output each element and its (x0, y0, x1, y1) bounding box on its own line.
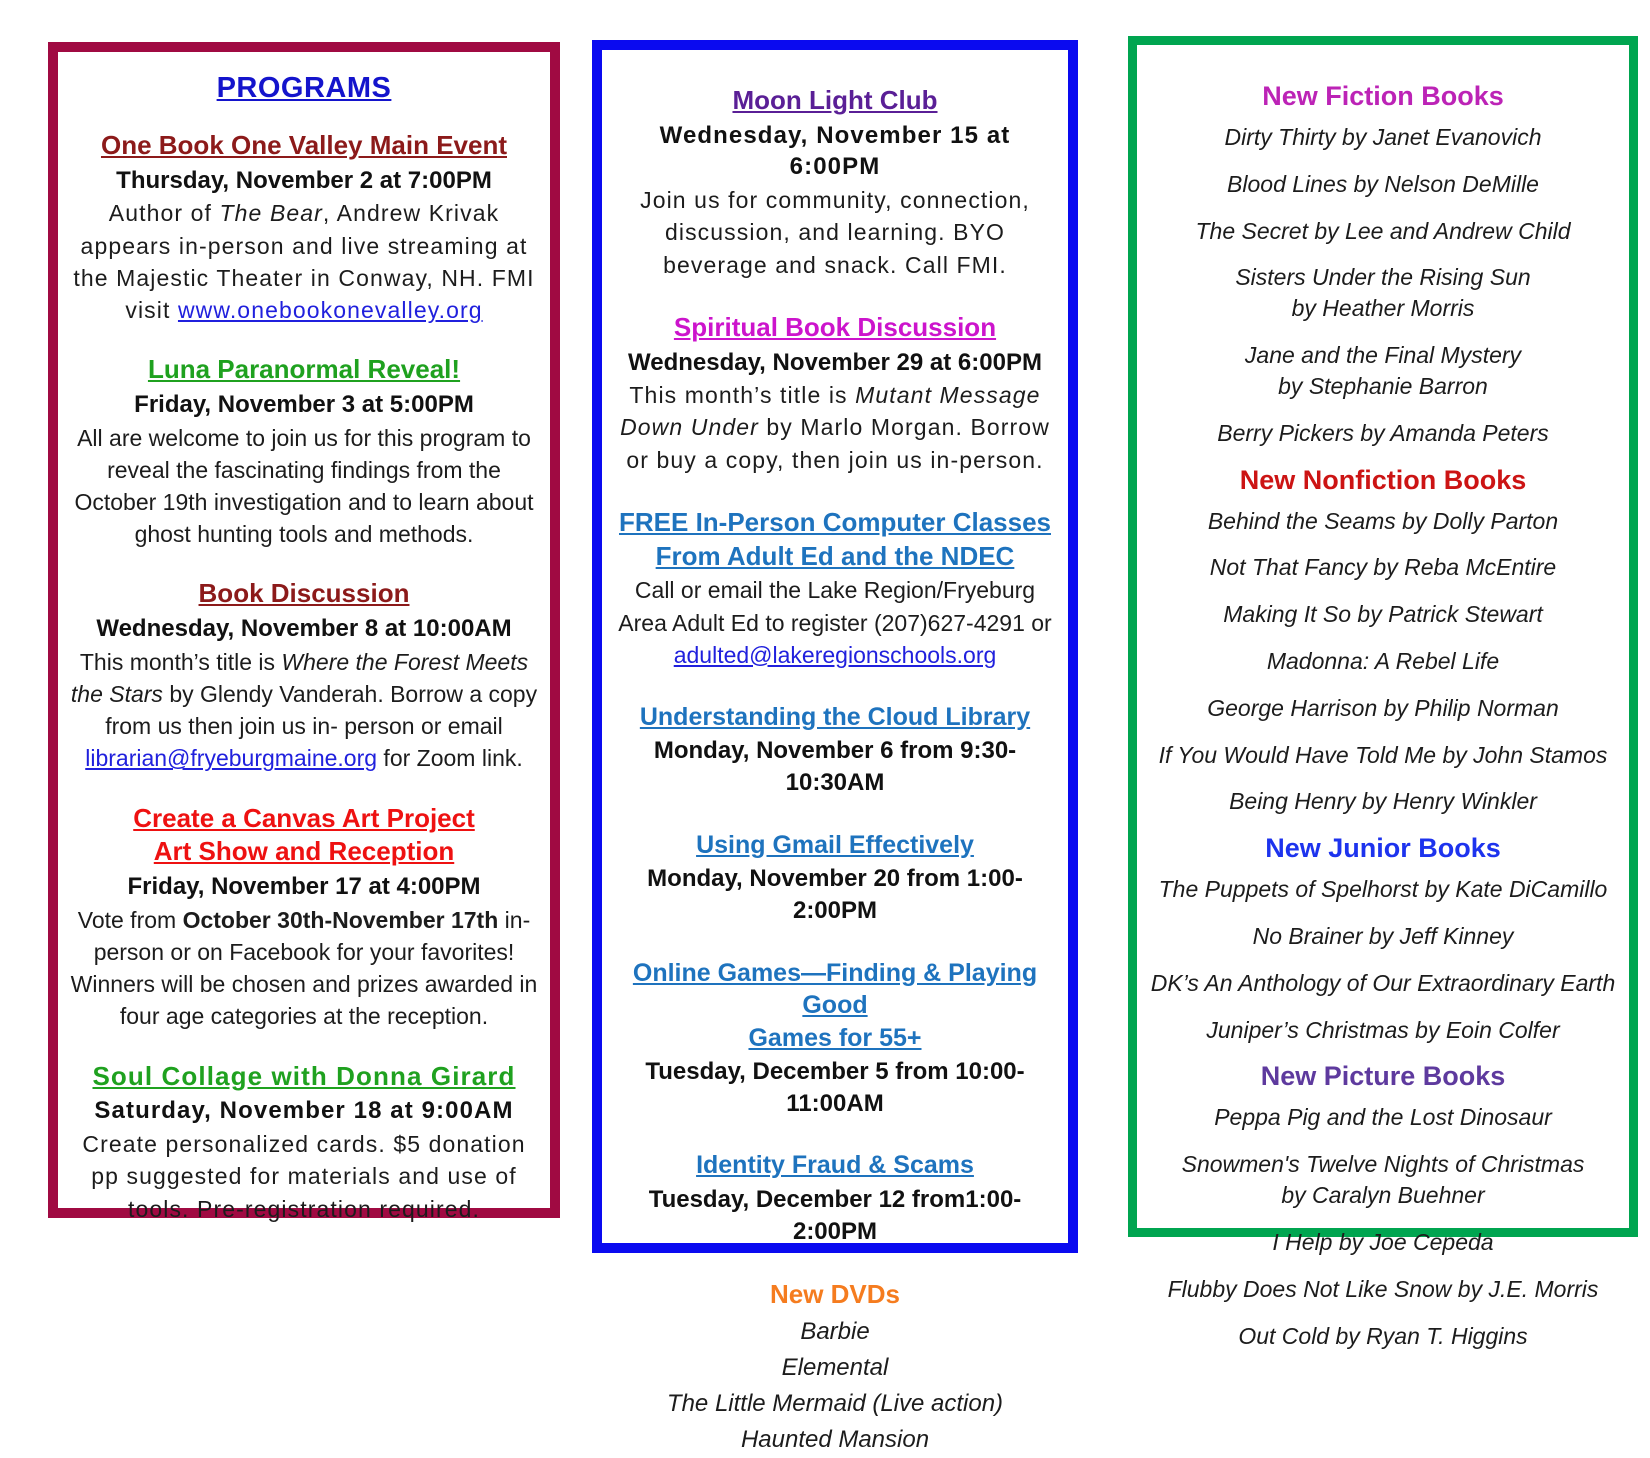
book-author-line: by Stephanie Barron (1278, 372, 1488, 399)
heading-line: From Adult Ed and the NDEC (655, 540, 1015, 571)
book-item (1141, 340, 1625, 402)
heading-line: FREE In-Person Computer Classes (619, 506, 1051, 537)
class-date: Monday, November 6 from 9:30-10:30AM (653, 737, 1017, 797)
description-text: for Zoom link. (377, 745, 523, 772)
event-date: Friday, November 3 at 5:00PM (134, 391, 474, 419)
event-heading (70, 802, 538, 870)
book-author-line: by Caralyn Buehner (1281, 1182, 1485, 1209)
event-date: Wednesday, November 15 at 6:00PM (659, 121, 1011, 181)
book-item: The Secret by Lee and Andrew Child (1195, 217, 1571, 244)
book-item: Out Cold by Ryan T. Higgins (1238, 1322, 1528, 1349)
book-item: Being Henry by Henry Winkler (1229, 788, 1537, 815)
book-title-line: Sisters Under the Rising Sun (1235, 264, 1531, 291)
book-title-line: Jane and the Final Mystery (1244, 342, 1522, 369)
new-dvds-heading: New DVDs (769, 1279, 901, 1310)
class-title: Identity Fraud & Scams (696, 1151, 974, 1180)
description-text: , Andrew Krivak appears in-person and live streaming at the Majestic Theater in Conway, NH. FMI visit (73, 200, 535, 324)
class-identity-fraud (612, 1149, 1058, 1247)
event-date: Wednesday, November 29 at 6:00PM (628, 348, 1042, 376)
event-canvas-art-project (70, 802, 538, 1033)
event-heading: Spiritual Book Discussion (673, 311, 997, 342)
book-author-line: by Heather Morris (1291, 295, 1475, 322)
book-item: George Harrison by Philip Norman (1207, 694, 1559, 721)
programs-title: PROGRAMS (216, 72, 392, 104)
event-heading: One Book One Valley Main Event (100, 130, 507, 160)
librarian-email-link[interactable]: librarian@fryeburgmaine.org (85, 745, 378, 772)
event-one-book-one-valley (70, 129, 538, 326)
heading-line: Games for 55+ (748, 1023, 922, 1052)
class-gmail (612, 829, 1058, 927)
category-new-fiction (1141, 81, 1625, 449)
date-range-bold: October 30th-November 17th (182, 906, 499, 933)
event-description (612, 574, 1058, 671)
class-date: Tuesday, December 12 from1:00-2:00PM (648, 1185, 1022, 1245)
event-moon-light-club (612, 84, 1058, 281)
book-item (1141, 262, 1625, 324)
description-text: Vote from (77, 906, 183, 933)
description-text: Call or email the Lake Region/Fryeburg Area Adult Ed to register (207)627-4291 or (618, 577, 1052, 636)
book-list (1141, 874, 1625, 1045)
event-description (612, 379, 1058, 476)
event-date: Thursday, November 2 at 7:00PM (116, 166, 492, 194)
event-book-discussion (70, 577, 538, 774)
class-title: Using Gmail Effectively (696, 830, 974, 859)
book-item: Not That Fancy by Reba McEntire (1209, 554, 1557, 581)
event-description (70, 904, 538, 1033)
programs-column (48, 42, 560, 1222)
book-title-line: Snowmen's Twelve Nights of Christmas (1181, 1151, 1585, 1178)
heading-line: Online Games—Finding & Playing Good (632, 958, 1038, 1020)
event-computer-classes (612, 506, 1058, 671)
book-item: Dirty Thirty by Janet Evanovich (1224, 124, 1542, 150)
class-cloud-library (612, 701, 1058, 799)
dvd-item: Elemental (781, 1354, 889, 1382)
event-date: Saturday, November 18 at 9:00AM (94, 1097, 514, 1125)
book-item: Behind the Seams by Dolly Parton (1207, 507, 1559, 534)
class-date: Tuesday, December 5 from 10:00-11:00AM (645, 1058, 1025, 1117)
event-heading: Moon Light Club (732, 85, 938, 115)
description-text: Author of (108, 200, 220, 227)
event-spiritual-book-discussion (612, 311, 1058, 476)
description-text: by Marlo Morgan. Borrow or buy a copy, then join us in-person. (626, 414, 1050, 473)
category-heading: New Junior Books (1265, 833, 1501, 864)
book-title-italic: The Bear (219, 200, 323, 227)
heading-line: Create a Canvas Art Project (133, 802, 475, 833)
book-item: The Puppets of Spelhorst by Kate DiCamillo (1158, 876, 1608, 903)
book-item: Madonna: A Rebel Life (1266, 647, 1500, 674)
book-item: No Brainer by Jeff Kinney (1252, 923, 1514, 949)
description-text: in-person or on Facebook for your favorites! Winners will be chosen and prizes awarded in four age categories at the reception. (70, 906, 538, 1030)
event-description (70, 197, 538, 326)
event-heading: Book Discussion (198, 578, 410, 609)
description-text: This month’s title is (629, 382, 856, 409)
category-heading: New Picture Books (1260, 1061, 1506, 1092)
event-date: Wednesday, November 8 at 10:00AM (96, 615, 512, 643)
category-heading: New Fiction Books (1262, 81, 1504, 111)
event-date: Friday, November 17 at 4:00PM (127, 873, 481, 901)
event-heading: Soul Collage with Donna Girard (92, 1060, 516, 1091)
event-description (70, 646, 538, 775)
class-date: Monday, November 20 from 1:00-2:00PM (647, 865, 1023, 924)
class-title (612, 957, 1058, 1055)
description-text: This month’s title is (79, 648, 282, 675)
event-description: Join us for community, connection, discussion, and learning. BYO beverage and snack. Call FMI. (640, 187, 1030, 278)
clubs-classes-column (592, 40, 1078, 1454)
book-item: Juniper’s Christmas by Eoin Colfer (1206, 1016, 1560, 1043)
category-new-nonfiction (1141, 465, 1625, 818)
book-list (1141, 1102, 1625, 1351)
new-dvds-section (612, 1279, 1058, 1458)
book-item: I Help by Joe Cepeda (1272, 1228, 1494, 1255)
event-description: All are welcome to join us for this program to reveal the fascinating findings from the October 19th investigation and to learn about ghost hunting tools and methods. (74, 424, 534, 548)
event-soul-collage (70, 1060, 538, 1225)
dvd-item: Barbie (800, 1318, 870, 1346)
description-text: by Glendy Vanderah. Borrow a copy from us then join us in- person or email (105, 681, 538, 740)
book-item (1141, 1149, 1625, 1211)
event-heading: Luna Paranormal Reveal! (147, 354, 461, 385)
adulted-email-link[interactable]: adulted@lakeregionschools.org (673, 641, 997, 668)
book-item: Making It So by Patrick Stewart (1223, 601, 1543, 628)
onebookonevalley-link[interactable]: www.onebookonevalley.org (177, 297, 483, 324)
book-item: Blood Lines by Nelson DeMille (1227, 170, 1539, 197)
class-title: Understanding the Cloud Library (639, 702, 1031, 731)
book-item: Berry Pickers by Amanda Peters (1217, 419, 1549, 446)
class-online-games (612, 957, 1058, 1120)
dvd-item: The Little Mermaid (Live action) (666, 1390, 1004, 1418)
category-heading: New Nonfiction Books (1239, 464, 1527, 495)
dvd-item: Haunted Mansion (740, 1426, 930, 1454)
book-list (1141, 506, 1625, 818)
book-item: DK’s An Anthology of Our Extraordinary Earth (1150, 969, 1616, 996)
book-item: Peppa Pig and the Lost Dinosaur (1214, 1104, 1552, 1131)
book-title-italic: Mutant Message Down Under (620, 382, 1041, 441)
category-new-junior (1141, 833, 1625, 1045)
heading-line: Art Show and Reception (153, 836, 455, 867)
book-title-italic: Where the Forest Meets the Stars (70, 648, 529, 708)
event-description: Create personalized cards. $5 donation pp suggested for materials and use of tools. Pre-registration required. (82, 1131, 526, 1222)
dvd-list (612, 1314, 1058, 1458)
event-luna-paranormal (70, 353, 538, 550)
book-list (1141, 122, 1625, 449)
event-heading (612, 506, 1058, 574)
book-item: If You Would Have Told Me by John Stamos (1158, 741, 1608, 768)
category-new-picture (1141, 1061, 1625, 1351)
book-item: Flubby Does Not Like Snow by J.E. Morris (1167, 1275, 1599, 1302)
new-books-column (1128, 36, 1638, 1349)
